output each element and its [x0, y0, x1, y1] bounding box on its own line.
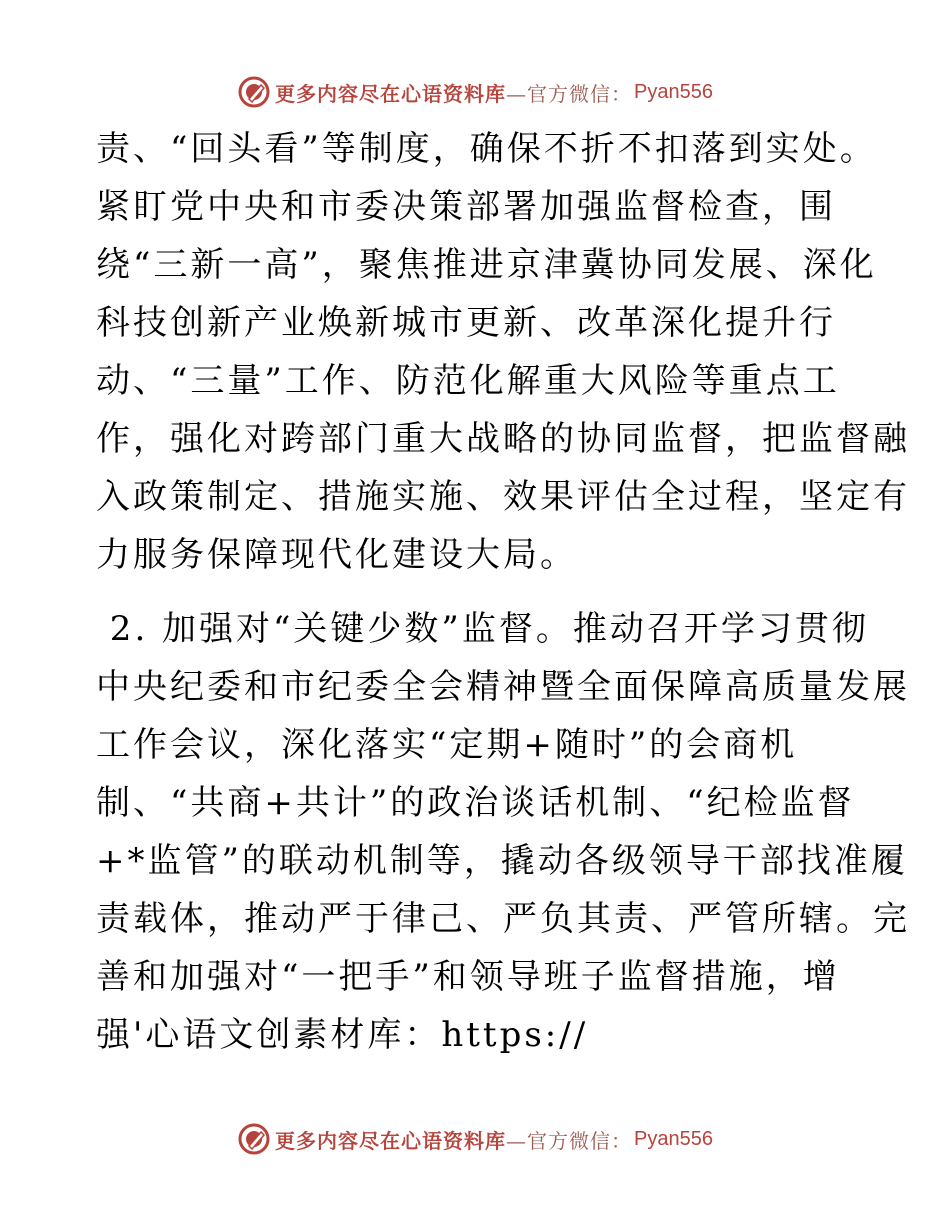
text-line: 力服务保障现代化建设大局。 [96, 535, 577, 575]
pen-circle-logo-icon [237, 1122, 271, 1156]
header-banner [0, 72, 950, 112]
banner-title: 更多内容尽在心语资料库 [275, 81, 507, 106]
text-line: 作，强化对跨部门重大战略的协同监督，把监督融 [96, 419, 910, 459]
text-line: 紧盯党中央和市委决策部署加强监督检查，围 [96, 187, 836, 227]
footer-banner [0, 1119, 950, 1159]
text-line: 科技创新产业焕新城市更新、改革深化提升行 [96, 303, 836, 343]
text-line: 入政策制定、措施实施、效果评估全过程，坚定有 [96, 477, 910, 517]
text-line: 责载体，推动严于律己、严负其责、严管所辖。完 [96, 899, 910, 939]
text-line: 善和加强对“一把手”和领导班子监督措施，增 [96, 957, 840, 997]
text-line: 动、“三量”工作、防范化解重大风险等重点工 [96, 361, 840, 401]
paragraph-2 [96, 600, 910, 1064]
text-line: 强'心语文创素材库：https:// [96, 1015, 589, 1055]
paragraph-1 [96, 120, 910, 584]
text-line: +*监管”的联动机制等，撬动各级领导干部找准履 [96, 841, 908, 881]
text-line: 绕“三新一高”，聚焦推进京津冀协同发展、深化 [96, 245, 877, 285]
document-body [96, 120, 910, 1064]
banner-wechat-label: —官方微信： [506, 1128, 633, 1153]
text-line: 责、“回头看”等制度，确保不折不扣落到实处。 [96, 129, 877, 169]
banner-title: 更多内容尽在心语资料库 [275, 1128, 507, 1153]
text-line: 中央纪委和市纪委全会精神暨全面保障高质量发展 [96, 667, 910, 707]
banner-wechat-label: —官方微信： [506, 81, 633, 106]
banner-wechat-id: Pyan556 [634, 1127, 713, 1150]
text-line: 工作会议，深化落实“定期+随时”的会商机 [96, 725, 798, 765]
pen-circle-logo-icon [237, 75, 271, 109]
text-line: 制、“共商+共计”的政治谈话机制、“纪检监督 [96, 783, 855, 823]
banner-wechat-id: Pyan556 [634, 80, 713, 103]
text-line: 2. 加强对“关键少数”监督。推动召开学习贯彻 [96, 609, 869, 649]
